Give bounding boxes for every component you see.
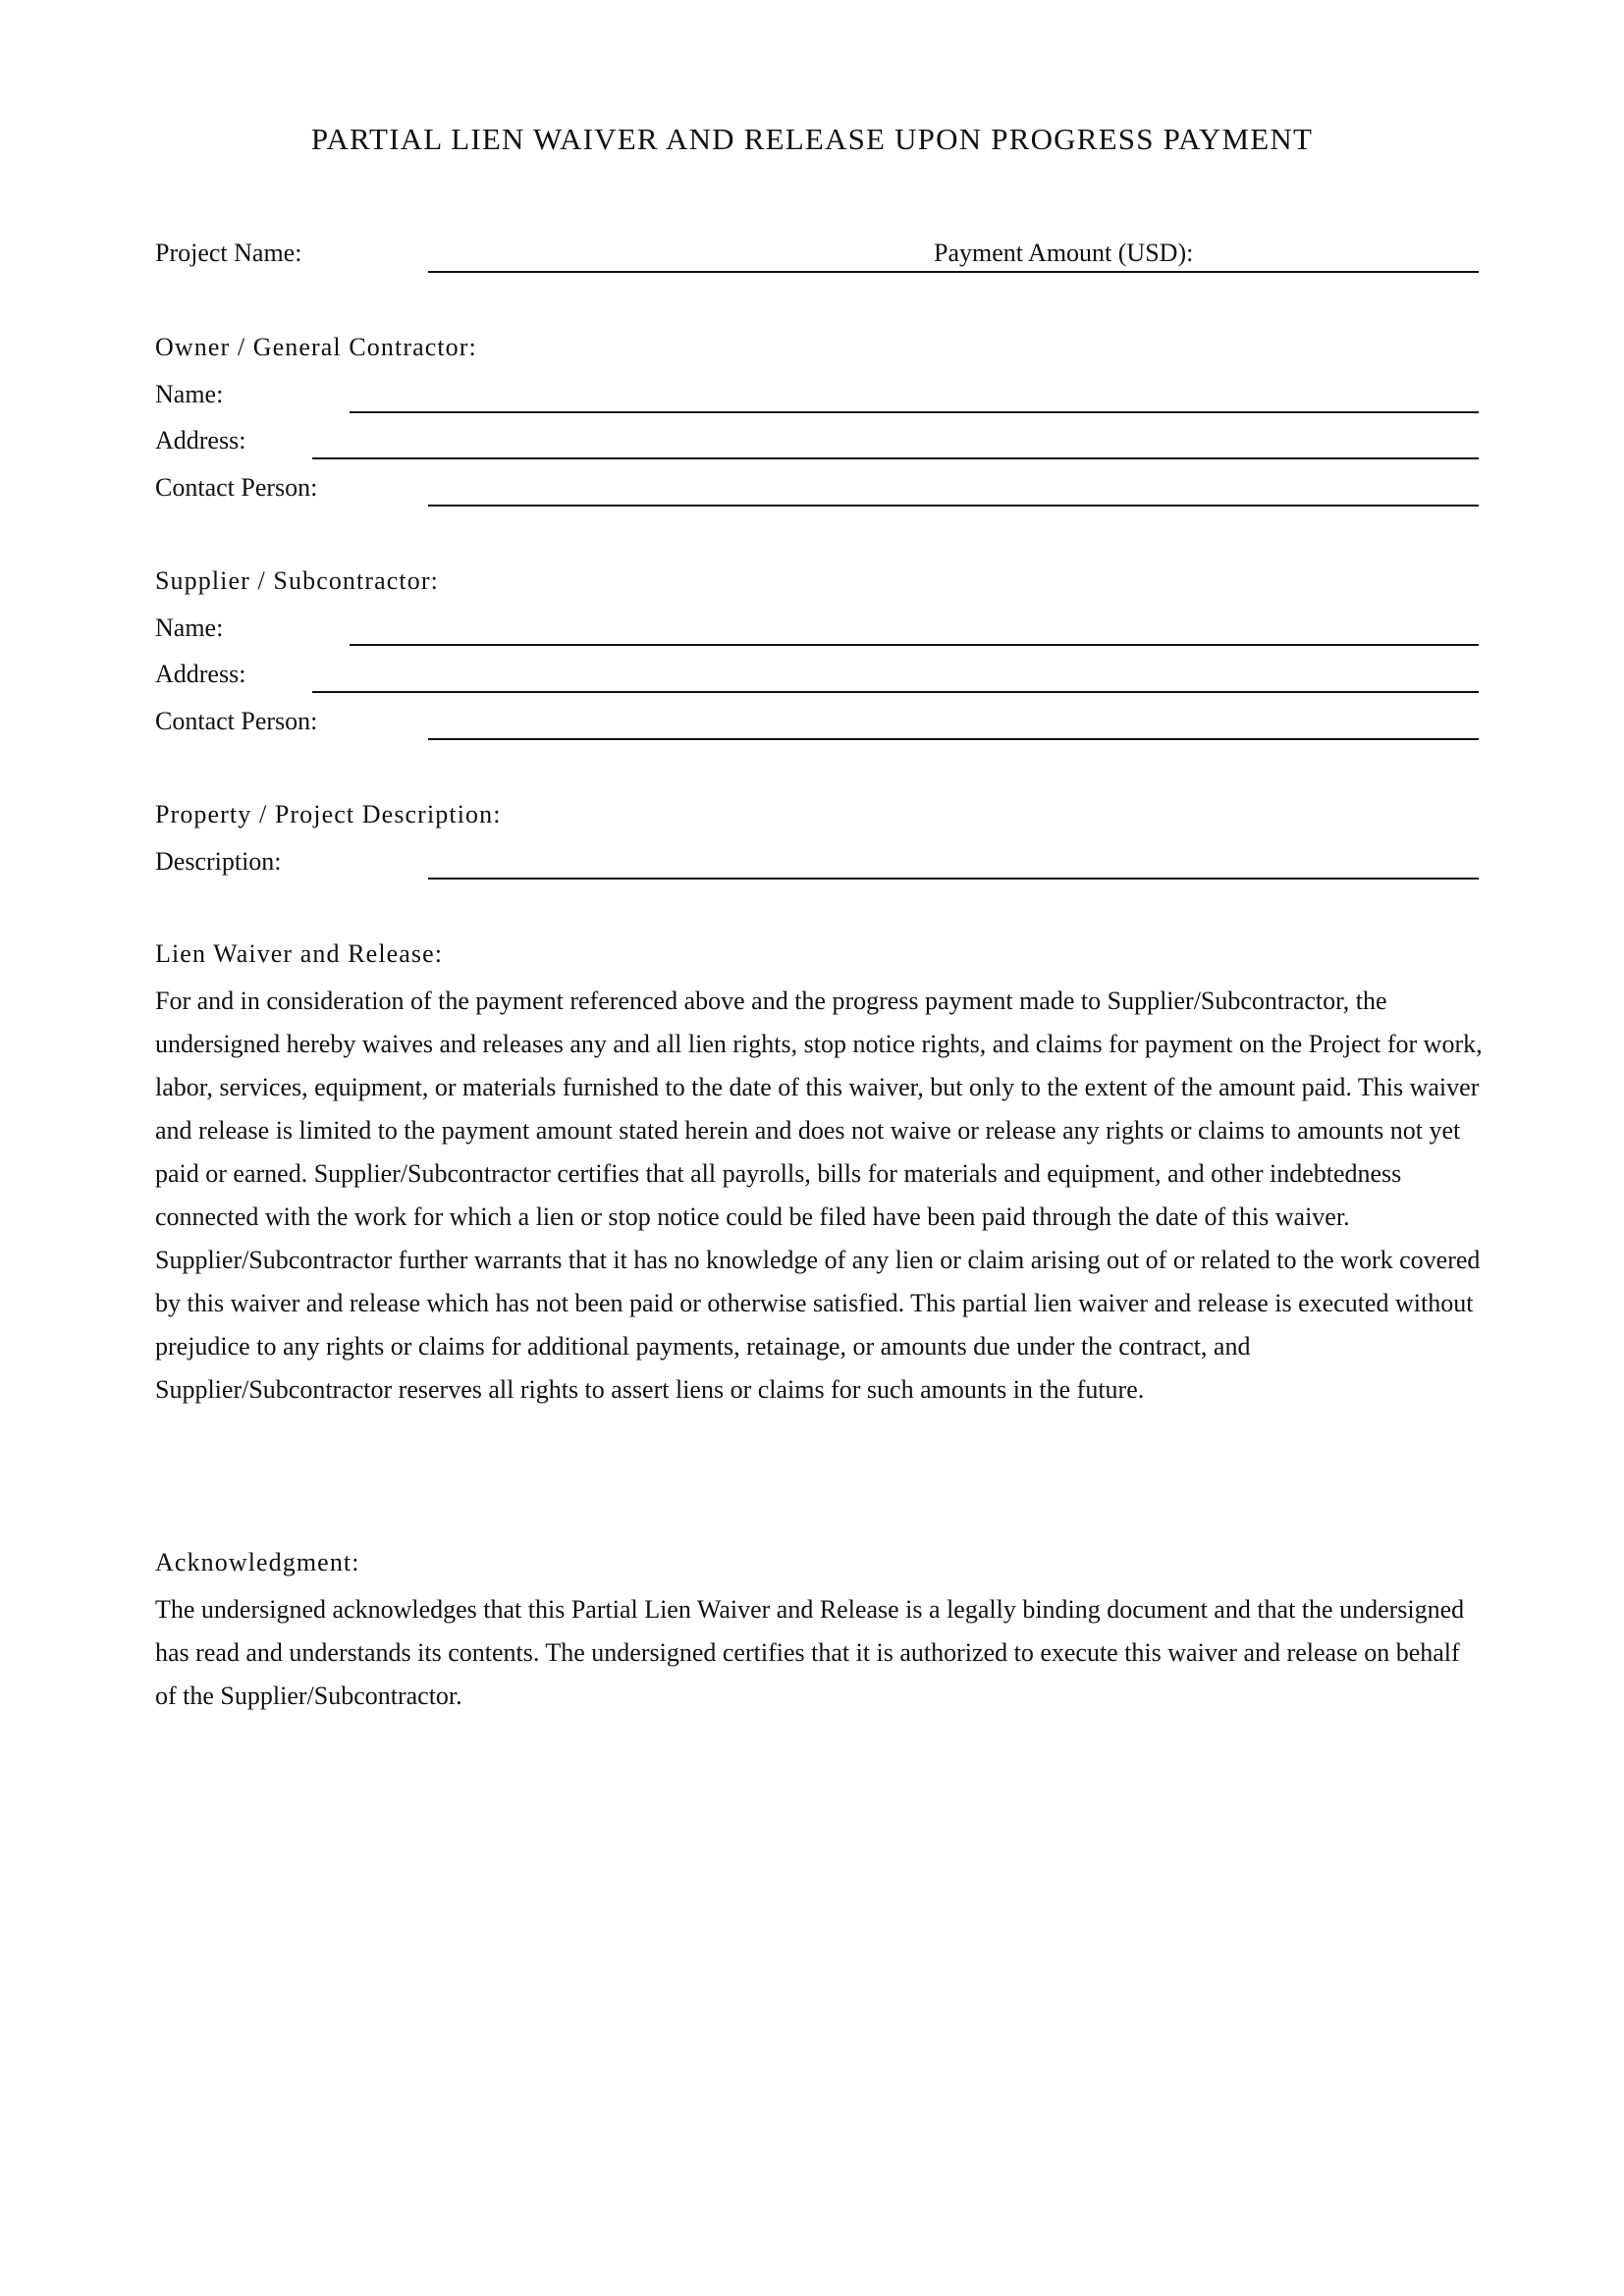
owner-contact-label: Contact Person: [155, 473, 318, 502]
owner-contact-field[interactable] [428, 472, 1479, 504]
property-description-underline [428, 878, 1479, 880]
supplier-contact-underline [428, 738, 1479, 740]
waiver-section-heading: Lien Waiver and Release: [155, 939, 444, 968]
payment-amount-field[interactable] [1218, 238, 1479, 269]
owner-address-label: Address: [155, 426, 246, 454]
owner-section-heading: Owner / General Contractor: [155, 333, 477, 361]
acknowledgment-paragraph: The undersigned acknowledges that this Partial Lien Waiver and Release is a legally binding document and that the undersigned has read and understands its contents. The undersigned certifies that it is authorized to execute this waiver and release on behalf of the Supplier/Subcontractor. [155, 1595, 1465, 1710]
payment-amount-label: Payment Amount (USD): [934, 239, 1194, 267]
supplier-name-underline [350, 644, 1479, 646]
property-description-field[interactable] [428, 846, 1479, 878]
owner-address-underline [312, 457, 1479, 459]
supplier-section-heading: Supplier / Subcontractor: [155, 566, 439, 595]
owner-name-underline [350, 411, 1479, 413]
supplier-address-label: Address: [155, 660, 246, 688]
project-name-label: Project Name: [155, 239, 302, 267]
supplier-contact-label: Contact Person: [155, 707, 318, 735]
acknowledgment-section-heading: Acknowledgment: [155, 1548, 360, 1576]
supplier-address-underline [312, 691, 1479, 693]
project-row-underline [428, 271, 1479, 273]
supplier-name-label: Name: [155, 614, 224, 642]
waiver-paragraph: For and in consideration of the payment referenced above and the progress payment made to Supplier/Subcontractor, the undersigned hereby waives and releases any and all lien rights, stop notice rights, and claims for payment on the Project for work, labor, services, equipment, or materials furnished to the date of this waiver, but only to the extent of the amount paid. This waiver and release is limited to the payment amount stated herein and does not waive or release any rights or claims to amounts not yet paid or earned. Supplier/Subcontractor certifies that all payrolls, bills for materials and equipment, and other indebtedness connected with the work for which a lien or stop notice could be filed have been paid through the date of this waiver. Supplier/Subcontractor further warrants that it has no knowledge of any lien or claim arising out of or related to the work covered by this waiver and release which has not been paid or otherwise satisfied. This partial lien waiver and release is executed without prejudice to any rights or claims for additional payments, retainage, or amounts due under the contract, and Supplier/Subcontractor reserves all rights to assert liens or claims for such amounts in the future. [155, 987, 1483, 1404]
owner-name-label: Name: [155, 380, 224, 408]
owner-name-field[interactable] [350, 379, 1479, 410]
owner-contact-underline [428, 505, 1479, 507]
owner-address-field[interactable] [312, 425, 1479, 456]
project-name-field[interactable] [428, 238, 919, 269]
document-title: PARTIAL LIEN WAIVER AND RELEASE UPON PROGRESS PAYMENT [310, 122, 1314, 156]
supplier-name-field[interactable] [350, 613, 1479, 644]
property-description-label: Description: [155, 847, 282, 876]
property-section-heading: Property / Project Description: [155, 800, 502, 828]
supplier-contact-field[interactable] [428, 706, 1479, 737]
supplier-address-field[interactable] [312, 659, 1479, 690]
